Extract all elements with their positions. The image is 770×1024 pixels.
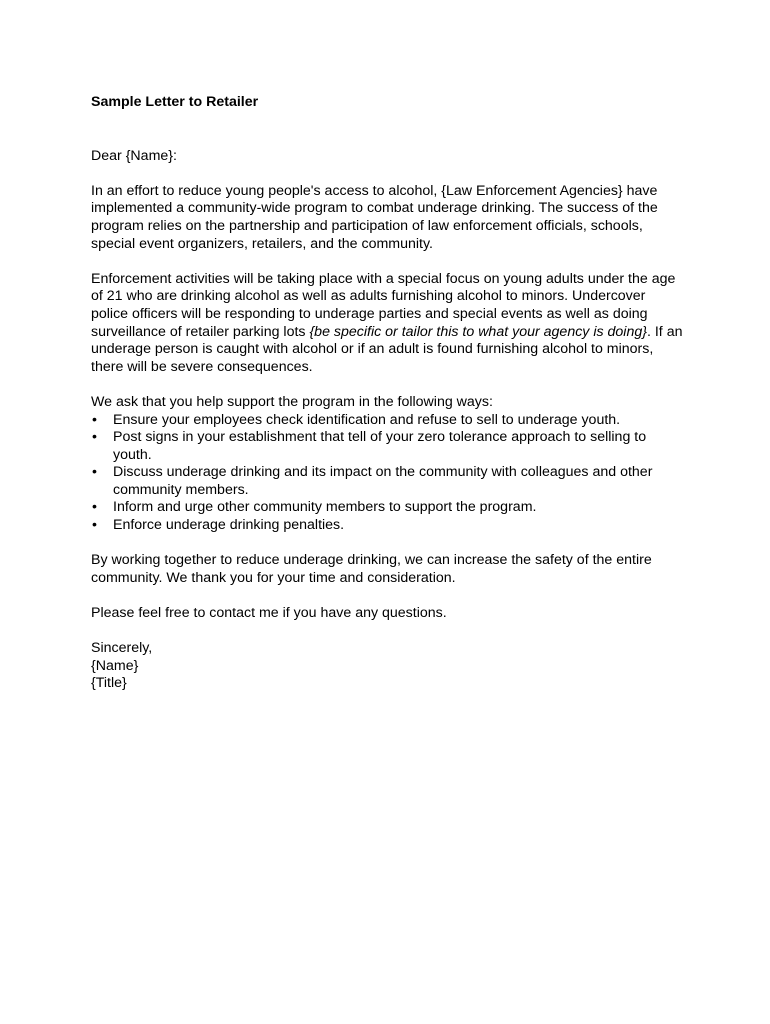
paragraph-enforcement (91, 271, 683, 377)
list-item-text: Ensure your employees check identification and refuse to sell to underage youth. (113, 411, 621, 428)
list-item (91, 429, 683, 464)
signature-title: {Title} (91, 675, 127, 692)
bullet-icon: • (92, 464, 97, 481)
support-list (91, 412, 683, 535)
paragraph-intro: In an effort to reduce young people's access to alcohol, {Law Enforcement Agencies} have implemented a community-wide program to combat underage drinking. The success of the program relies on the partnership and participation of law enforcement officials, schools, special event organizers, retailers, and the community. (91, 182, 658, 252)
bullet-icon: • (92, 411, 97, 428)
bullet-icon: • (92, 429, 97, 446)
paragraph-enforcement-text-after: . If an underage person is caught with alcohol or if an adult is found furnishing alcohol to minors, there will be severe consequences. (91, 323, 683, 375)
list-item-text: Post signs in your establishment that tell of your zero tolerance approach to selling to youth. (113, 429, 647, 463)
signature-block (91, 640, 683, 693)
salutation: Dear {Name}: (91, 147, 177, 164)
letter-body (91, 94, 683, 693)
bullet-icon: • (92, 499, 97, 516)
paragraph-enforcement-italic-note: {be specific or tailor this to what your agency is doing} (309, 323, 647, 340)
paragraph-closing-thanks: By working together to reduce underage drinking, we can increase the safety of the entire community. We thank you for your time and consideration. (91, 552, 652, 586)
list-intro: We ask that you help support the program in the following ways: (91, 393, 493, 410)
signature-name: {Name} (91, 657, 139, 674)
list-item (91, 412, 683, 430)
bullet-icon: • (92, 517, 97, 534)
list-item (91, 517, 683, 535)
closing-line: Sincerely, (91, 640, 153, 657)
list-item-text: Enforce underage drinking penalties. (113, 517, 345, 534)
paragraph-contact: Please feel free to contact me if you have any questions. (91, 605, 447, 622)
list-item-text: Discuss underage drinking and its impact on the community with colleagues and other community members. (113, 464, 653, 498)
list-item-text: Inform and urge other community members to support the program. (113, 499, 537, 516)
list-item (91, 464, 683, 499)
paragraph-enforcement-text-before: Enforcement activities will be taking place with a special focus on young adults under the age of 21 who are drinking alcohol as well as adults furnishing alcohol to minors. Undercover police officers will be responding to underage parties and special events as well as doing surveillance of retailer parking lots (91, 270, 676, 340)
letter-title: Sample Letter to Retailer (91, 94, 259, 110)
list-item (91, 499, 683, 517)
